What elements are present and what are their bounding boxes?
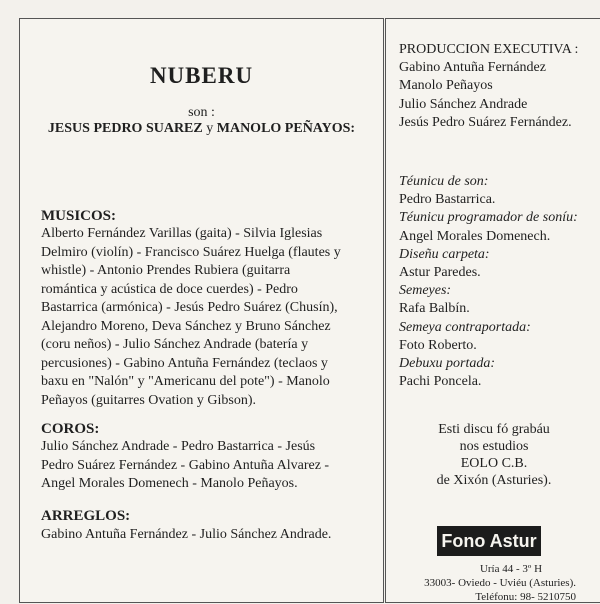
production-line: Gabino Antuña Fernández bbox=[399, 60, 546, 76]
studio-line: de Xixón (Asturies). bbox=[436, 473, 552, 488]
arreglos-line: Gabino Antuña Fernández - Julio Sánchez Andrade. bbox=[41, 527, 332, 542]
arreglos-list bbox=[41, 526, 371, 545]
credit-role: Diseñu carpeta: bbox=[399, 246, 490, 262]
musicos-line: Peñayos (guitarres Ovation y Gibson). bbox=[41, 392, 257, 408]
members-line bbox=[20, 121, 383, 137]
musicos-line: (coru neños) - Julio Sánchez Andrade (batería y bbox=[41, 337, 309, 352]
production-block bbox=[399, 41, 578, 132]
right-panel bbox=[385, 18, 600, 603]
fono-astur-logo: Fono Astur bbox=[437, 526, 541, 556]
members-conjunction: y bbox=[206, 121, 214, 136]
musicos-line: Alberto Fernández Varillas (gaita) - Silvia Iglesias bbox=[41, 226, 323, 241]
son-label: son : bbox=[188, 105, 215, 120]
coros-line: Angel Morales Domenech - Manolo Peñayos. bbox=[41, 476, 298, 491]
musicos-line: baxu en "Nalón" y "Americanu del pote") - Manolo bbox=[41, 374, 330, 389]
credit-name: Angel Morales Domenech. bbox=[399, 228, 551, 244]
band-title: NUBERU bbox=[149, 63, 254, 88]
credit-role: Semeyes: bbox=[399, 283, 452, 299]
address-line: Uría 44 - 3º H bbox=[479, 563, 543, 575]
member-a: JESUS PEDRO SUAREZ bbox=[47, 121, 203, 136]
credit-role: Debuxu portada: bbox=[399, 356, 496, 372]
left-panel bbox=[19, 18, 384, 603]
credit-name: Rafa Balbín. bbox=[399, 301, 470, 317]
credit-role: Semeya contraportada: bbox=[399, 319, 531, 335]
musicos-line: Bastarrica (armónica) - Jesús Pedro Suárez (Chusín), bbox=[41, 300, 338, 315]
coros-list bbox=[41, 438, 371, 494]
coros-heading: COROS: bbox=[41, 421, 100, 437]
credit-name: Foto Roberto. bbox=[399, 337, 477, 353]
coros-line: Pedro Suárez Fernández - Gabino Antuña Alvarez - bbox=[41, 457, 330, 473]
studio-line: EOLO C.B. bbox=[460, 456, 528, 471]
member-b: MANOLO PEÑAYOS: bbox=[216, 121, 356, 136]
studio-line: Esti discu fó grabáu bbox=[438, 422, 550, 437]
musicos-line: Alejandro Moreno, Deva Sánchez y Bruno Sánchez bbox=[41, 318, 331, 334]
musicos-list bbox=[41, 225, 371, 410]
credit-name: Astur Paredes. bbox=[399, 265, 481, 281]
address-line: 33003- Oviedo - Uviéu (Asturies). bbox=[424, 577, 576, 589]
production-line: Jesús Pedro Suárez Fernández. bbox=[399, 114, 572, 130]
musicos-line: Delmiro (violín) - Francisco Suárez Huelga (flautes y bbox=[41, 244, 341, 260]
arreglos-heading: ARREGLOS: bbox=[41, 508, 131, 524]
musicos-heading: MUSICOS: bbox=[41, 208, 117, 224]
credit-name: Pachi Poncela. bbox=[399, 374, 482, 390]
address-block bbox=[386, 562, 576, 604]
credit-role: Téunicu programador de soníu: bbox=[399, 210, 578, 226]
studio-block bbox=[386, 421, 600, 489]
credit-role: Téunicu de son: bbox=[399, 174, 489, 189]
credits-block bbox=[399, 173, 578, 391]
coros-line: Julio Sánchez Andrade - Pedro Bastarrica - Jesús bbox=[41, 439, 316, 454]
production-line: Manolo Peñayos bbox=[399, 78, 493, 94]
production-heading: PRODUCCION EXECUTIVA : bbox=[399, 42, 579, 57]
studio-line: nos estudios bbox=[459, 439, 529, 454]
musicos-line: romántica y acústica de doce cuerdes) - Pedro bbox=[41, 281, 298, 297]
credit-name: Pedro Bastarrica. bbox=[399, 192, 496, 208]
production-line: Julio Sánchez Andrade bbox=[399, 96, 528, 112]
musicos-line: percusiones) - Gabino Antuña Fernández (teclaos y bbox=[41, 355, 328, 371]
address-line: Teléfonu: 98- 5210750 bbox=[475, 591, 576, 603]
musicos-line: whistle) - Antonio Prendes Rubiera (guitarra bbox=[41, 263, 291, 278]
